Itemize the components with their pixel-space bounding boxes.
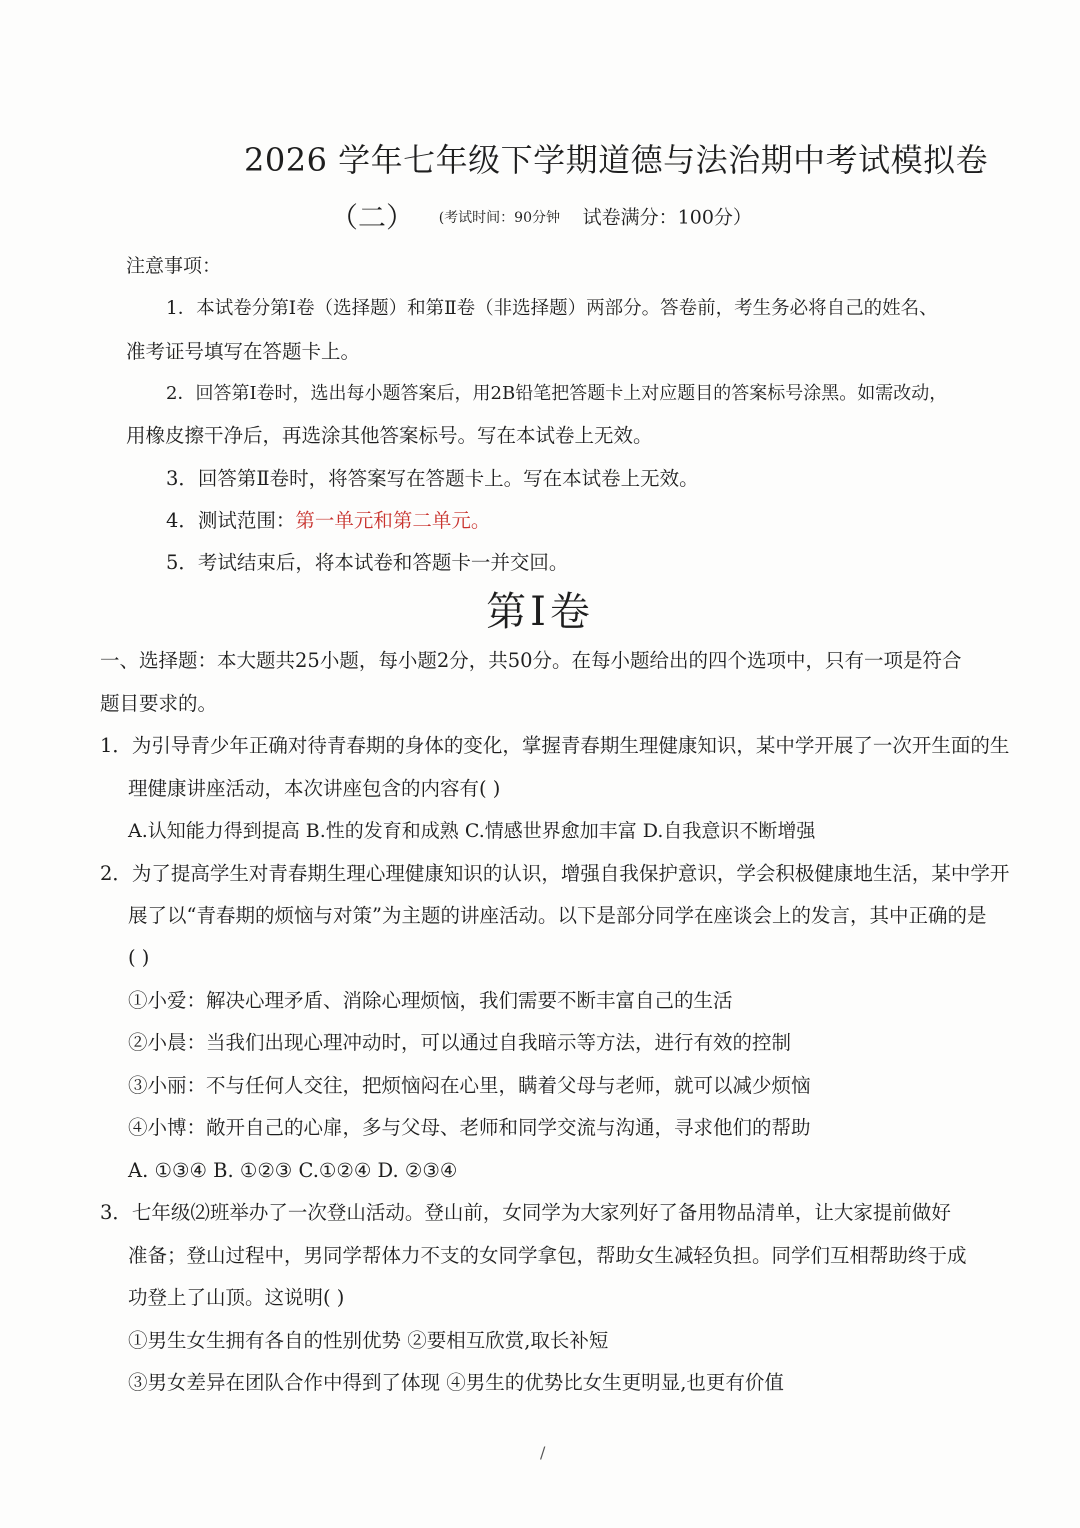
section-intro-cont: 题目要求的。 bbox=[100, 692, 218, 715]
notice-item-1: 1．本试卷分第Ⅰ卷（选择题）和第Ⅱ卷（非选择题）两部分。答卷前，考生务必将自己的姓名、 bbox=[166, 298, 938, 319]
question-1: 1．为引导青少年正确对待青春期的身体的变化，掌握青春期生理健康知识，某中学开展了一次开生面的生 bbox=[100, 734, 1010, 757]
exam-time: (考试时间：90分钟 bbox=[438, 209, 560, 226]
question-2-options: A. ①③④ B. ①②③ C.①②④ D. ②③④ bbox=[128, 1159, 458, 1182]
notice-heading: 注意事项： bbox=[126, 255, 222, 277]
question-2-statement-4: ④小博：敞开自己的心扉，多与父母、老师和同学交流与沟通，寻求他们的帮助 bbox=[128, 1116, 811, 1139]
question-3-statements-1-2: ①男生女生拥有各自的性别优势 ②要相互欣赏,取长补短 bbox=[128, 1329, 609, 1352]
notice-item-3: 3．回答第Ⅱ卷时，将答案写在答题卡上。写在本试卷上无效。 bbox=[166, 467, 699, 490]
volume-number: （二） bbox=[330, 200, 415, 234]
question-2-cont: 展了以“青春期的烦恼与对策”为主题的讲座活动。以下是部分同学在座谈会上的发言，其中正确的是 bbox=[128, 904, 987, 927]
notice-item-1-cont: 准考证号填写在答题卡上。 bbox=[126, 340, 361, 363]
question-2-statement-3: ③小丽：不与任何人交往，把烦恼闷在心里，瞒着父母与老师，就可以减少烦恼 bbox=[128, 1074, 811, 1097]
notice-item-4-label: 4．测试范围： bbox=[166, 509, 296, 532]
question-3: 3．七年级⑵班举办了一次登山活动。登山前，女同学为大家列好了备用物品清单，让大家提前做好 bbox=[100, 1201, 951, 1224]
question-1-cont: 理健康讲座活动，本次讲座包含的内容有( ) bbox=[128, 777, 501, 800]
question-1-options: A.认知能力得到提高 B.性的发育和成熟 C.情感世界愈加丰富 D.自我意识不断增强 bbox=[128, 820, 816, 842]
page-number: / bbox=[540, 1443, 546, 1462]
question-2-statement-2: ②小晨：当我们出现心理冲动时，可以通过自我暗示等方法，进行有效的控制 bbox=[128, 1031, 792, 1054]
notice-item-2-cont: 用橡皮擦干净后，再选涂其他答案标号。写在本试卷上无效。 bbox=[126, 424, 653, 447]
notice-item-5: 5．考试结束后，将本试卷和答题卡一并交回。 bbox=[166, 551, 569, 574]
full-score: 试卷满分：100分） bbox=[582, 206, 752, 229]
question-3-blank: 功登上了山顶。这说明( ) bbox=[128, 1286, 345, 1309]
exam-title: 2026 学年七年级下学期道德与法治期中考试模拟卷 bbox=[244, 141, 989, 179]
notice-item-2: 2．回答第Ⅰ卷时，选出每小题答案后，用2B铅笔把答题卡上对应题目的答案标号涂黑。如需改动， bbox=[166, 383, 948, 404]
exam-subtitle bbox=[330, 198, 752, 236]
section-intro: 一、选择题：本大题共25小题，每小题2分，共50分。在每小题给出的四个选项中，只有一项是符合 bbox=[100, 649, 962, 672]
question-2-statement-1: ①小爱：解决心理矛盾、消除心理烦恼，我们需要不断丰富自己的生活 bbox=[128, 989, 733, 1012]
notice-item-4 bbox=[166, 508, 490, 534]
question-3-statements-3-4: ③男女差异在团队合作中得到了体现 ④男生的优势比女生更明显,也更有价值 bbox=[128, 1371, 784, 1394]
question-2-blank: ( ) bbox=[128, 946, 150, 969]
section-title: 第Ⅰ卷 bbox=[486, 589, 594, 635]
question-2: 2．为了提高学生对青春期生理心理健康知识的认识，增强自我保护意识，学会积极健康地生活，某中学开 bbox=[100, 862, 1010, 885]
test-range: 第一单元和第二单元。 bbox=[295, 509, 491, 532]
question-3-cont: 准备；登山过程中，男同学帮体力不支的女同学拿包，帮助女生减轻负担。同学们互相帮助终于成 bbox=[128, 1244, 967, 1267]
